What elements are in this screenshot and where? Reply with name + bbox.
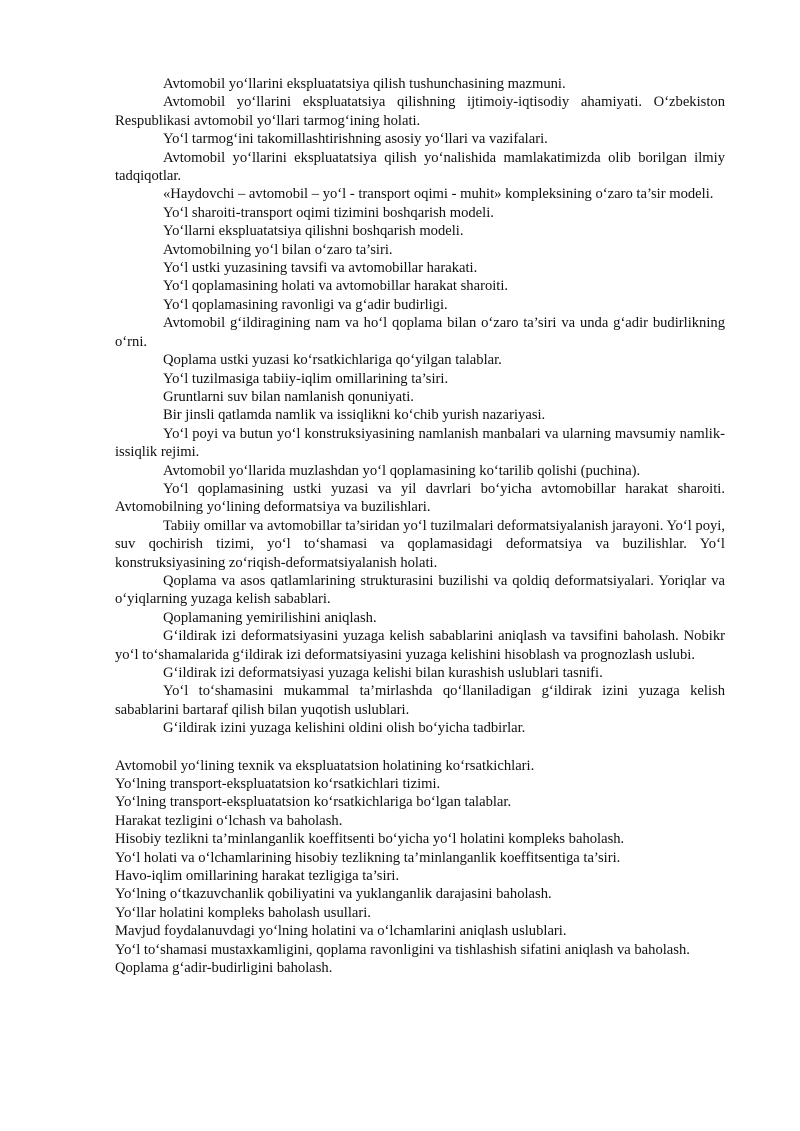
topic-line: Yo‘lning transport-ekspluatatsion ko‘rsatkichlari tizimi. [115, 776, 441, 793]
topic-paragraph: Yo‘l tuzilmasiga tabiiy-iqlim omillarining ta’siri. [163, 370, 449, 387]
topic-paragraph: Tabiiy omillar va avtomobillar ta’siridan yo‘l tuzilmalari deformatsiyalanish jarayoni. Yo‘l poyi, suv qochirish tizimi, yo‘l to‘shamasi va qoplamasidagi deformatsiya va buzilishlar. Yo‘l konstruksiyasining zo‘riqish-deformatsiyalanish holati. [115, 517, 725, 571]
document-page [115, 75, 725, 978]
topic-line: Havo-iqlim omillarining harakat tezligiga ta’siri. [115, 868, 400, 885]
topic-paragraph: G‘ildirak izi deformatsiyasi yuzaga kelishi bilan kurashish uslublari tasnifi. [163, 665, 603, 681]
topic-paragraph: Qoplamaning yemirilishini aniqlash. [163, 609, 377, 626]
topic-paragraph: «Haydovchi – avtomobil – yo‘l - transport oqimi - muhit» kompleksining o‘zaro ta’sir modeli. [163, 186, 714, 203]
topic-paragraph: Yo‘l qoplamasining ustki yuzasi va yil davrlari bo‘yicha avtomobillar harakat sharoiti. Avtomobilning yo‘lining deformatsiya va buzilishlari. [115, 480, 725, 516]
topic-paragraph: Yo‘l ustki yuzasining tavsifi va avtomobillar harakati. [163, 260, 478, 277]
topic-paragraph: Yo‘l sharoiti-transport oqimi tizimini boshqarish modeli. [163, 204, 494, 221]
topic-line: Yo‘l holati va o‘lchamlarining hisobiy tezlikning ta’minlanganlik koeffitsentiga ta’siri. [115, 849, 621, 866]
topic-paragraph: Yo‘l to‘shamasini mukammal ta’mirlashda qo‘llaniladigan g‘ildirak izini yuzaga kelish sabablarini bartaraf qilish bilan yuqotish uslublari. [115, 683, 725, 718]
topic-paragraph: Qoplama ustki yuzasi ko‘rsatkichlariga qo‘yilgan talablar. [163, 352, 502, 369]
topic-paragraph: Bir jinsli qatlamda namlik va issiqlikni ko‘chib yurish nazariyasi. [163, 407, 546, 424]
topic-paragraph: Avtomobil yo‘llarida muzlashdan yo‘l qoplamasining ko‘tarilib qolishi (puchina). [163, 462, 641, 479]
topic-paragraph: Avtomobil yo‘llarini ekspluatatsiya qilish tushunchasining mazmuni. [163, 76, 566, 92]
topic-paragraph: Gruntlarni suv bilan namlanish qonuniyati. [163, 388, 414, 405]
topic-line: Avtomobil yo‘lining texnik va ekspluatatsion holatining ko‘rsatkichlari. [115, 757, 535, 774]
topic-paragraph: Avtomobil yo‘llarini ekspluatatsiya qilishning ijtimoiy-iqtisodiy ahamiyati. O‘zbekiston Respublikasi avtomobil yo‘llari tarmog‘ining holati. [115, 94, 725, 129]
topic-paragraph: Avtomobil yo‘llarini ekspluatatsiya qilish yo‘nalishida mamlakatimizda olib borilgan ilmiy tadqiqotlar. [115, 149, 725, 185]
topic-paragraph: Yo‘l qoplamasining ravonligi va g‘adir budirligi. [163, 296, 448, 313]
topic-line: Mavjud foydalanuvdagi yo‘lning holatini va o‘lchamlarini aniqlash uslublari. [115, 923, 567, 940]
topic-paragraph: Avtomobilning yo‘l bilan o‘zaro ta’siri. [163, 241, 393, 258]
topic-line: Yo‘l to‘shamasi mustaxkamligini, qoplama ravonligini va tishlashish sifatini aniqlash va baholash. [115, 941, 690, 958]
topic-line: Yo‘llar holatini kompleks baholash usullari. [115, 904, 371, 921]
topic-line: Yo‘lning transport-ekspluatatsion ko‘rsatkichlariga bo‘lgan talablar. [115, 794, 512, 811]
topic-line: Hisobiy tezlikni ta’minlanganlik koeffitsenti bo‘yicha yo‘l holatini kompleks baholash. [115, 831, 625, 848]
section-spacer [115, 738, 725, 757]
topic-paragraph: G‘ildirak izi deformatsiyasini yuzaga kelish sabablarini aniqlash va tavsifini baholash. Nobikr yo‘l to‘shamalarida g‘ildirak izi deformatsiyasini yuzaga kelishini hisoblash va prognozlash uslubi. [115, 628, 725, 663]
topic-paragraph: Qoplama va asos qatlamlarining strukturasini buzilishi va qoldiq deformatsiyalari. Yoriqlar va o‘yiqlarning yuzaga kelish sabablari. [115, 572, 725, 608]
topic-line: Yo‘lning o‘tkazuvchanlik qobiliyatini va yuklanganlik darajasini baholash. [115, 886, 552, 903]
topic-paragraph: Yo‘l poyi va butun yo‘l konstruksiyasining namlanish manbalari va ularning mavsumiy namlik-issiqlik rejimi. [115, 425, 725, 461]
topic-paragraph: Yo‘l qoplamasining holati va avtomobillar harakat sharoiti. [163, 278, 509, 295]
topics-section-1 [115, 75, 725, 738]
topic-line: Harakat tezligini o‘lchash va baholash. [115, 812, 343, 829]
topic-line: Qoplama g‘adir-budirligini baholash. [115, 960, 333, 977]
topic-paragraph: G‘ildirak izini yuzaga kelishini oldini olish bo‘yicha tadbirlar. [163, 720, 526, 737]
topic-paragraph: Avtomobil g‘ildiragining nam va ho‘l qoplama bilan o‘zaro ta’siri va unda g‘adir budirlikning o‘rni. [115, 315, 725, 350]
topic-paragraph: Yo‘l tarmog‘ini takomillashtirishning asosiy yo‘llari va vazifalari. [163, 131, 548, 148]
topic-paragraph: Yo‘llarni ekspluatatsiya qilishni boshqarish modeli. [163, 223, 464, 240]
topics-section-2 [115, 757, 725, 978]
